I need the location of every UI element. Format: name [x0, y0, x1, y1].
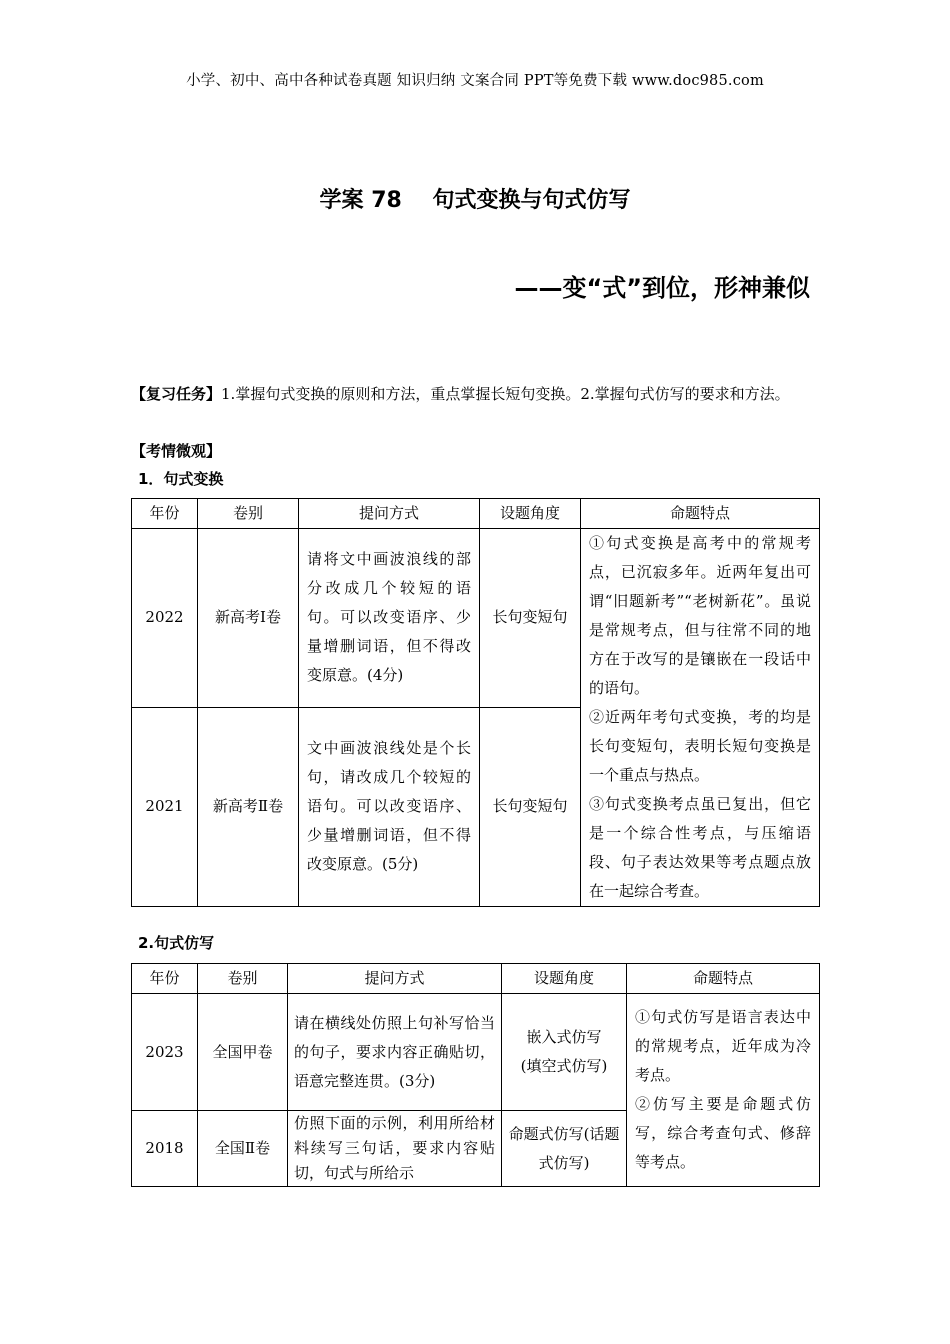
cell-angle: 嵌入式仿写 (填空式仿写)	[502, 994, 627, 1111]
page-subtitle: ——变“式”到位，形神兼似	[514, 274, 810, 302]
col-header-features: 命题特点	[581, 499, 820, 529]
col-header-paper: 卷别	[198, 964, 288, 994]
review-task-label: 【复习任务】	[131, 385, 222, 403]
cell-question: 文中画波浪线处是个长句，请改成几个较短的语句。可以改变语序、少量增删词语，但不得改变原意。(5分)	[299, 707, 480, 906]
cell-year: 2021	[132, 707, 198, 906]
cell-question	[288, 1111, 502, 1187]
cell-year: 2022	[132, 529, 198, 708]
table-header-row	[132, 499, 820, 529]
table-header-row	[132, 964, 820, 994]
cell-question: 请将文中画波浪线的部分改成几个较短的语句。可以改变语序、少量增删词语，但不得改变原意。(4分)	[299, 529, 480, 708]
review-task	[131, 380, 819, 408]
cell-question: 请在横线处仿照上句补写恰当的句子，要求内容正确贴切，语意完整连贯。(3分)	[288, 994, 502, 1111]
cell-paper: 新高考Ⅱ卷	[198, 707, 299, 906]
exam-overview-label: 【考情微观】	[131, 442, 222, 460]
col-header-features: 命题特点	[627, 964, 820, 994]
col-header-year: 年份	[132, 964, 198, 994]
page-title: 学案 78 句式变换与句式仿写	[319, 188, 631, 213]
sentence-transform-table	[131, 498, 820, 907]
col-header-year: 年份	[132, 499, 198, 529]
cell-year: 2018	[132, 1111, 198, 1187]
table-row	[132, 529, 820, 708]
cell-paper: 全国甲卷	[198, 994, 288, 1111]
review-task-text: 1.掌握句式变换的原则和方法，重点掌握长短句变换。2.掌握句式仿写的要求和方法。	[221, 385, 790, 403]
section2-heading: 2.句式仿写	[138, 934, 215, 952]
col-header-question: 提问方式	[299, 499, 480, 529]
col-header-angle: 设题角度	[502, 964, 627, 994]
table-row	[132, 994, 820, 1111]
section1-heading: 1．句式变换	[138, 470, 224, 488]
cell-question-text: 仿照下面的示例，利用所给材料续写三句话，要求内容贴切，句式与所给示	[294, 1114, 495, 1182]
col-header-paper: 卷别	[198, 499, 299, 529]
cell-angle: 长句变短句	[480, 529, 581, 708]
cell-year: 2023	[132, 994, 198, 1111]
cell-paper: 全国Ⅱ卷	[198, 1111, 288, 1187]
cell-features: ①句式变换是高考中的常规考点，已沉寂多年。近两年复出可谓“旧题新考”“老树新花”。虽说是常规考点，但与往常不同的地方在于改写的是镶嵌在一段话中的语句。 ②近两年考句式变换，考的均是长句变短句，表明长短句变换是一个重点与热点。 ③句式变换考点虽已复出，但它是一个综合性考点，与压缩语段、句子表达效果等考点题点放在一起综合考查。	[581, 529, 820, 907]
sentence-imitation-table	[131, 963, 820, 1187]
cell-angle: 命题式仿写(话题式仿写)	[502, 1111, 627, 1187]
page-header: 小学、初中、高中各种试卷真题 知识归纳 文案合同 PPT等免费下载 www.doc985.com	[186, 73, 764, 89]
cell-features: ①句式仿写是语言表达中的常规考点，近年成为冷考点。 ②仿写主要是命题式仿写，综合考查句式、修辞等考点。	[627, 994, 820, 1187]
col-header-question: 提问方式	[288, 964, 502, 994]
col-header-angle: 设题角度	[480, 499, 581, 529]
cell-angle: 长句变短句	[480, 707, 581, 906]
cell-paper: 新高考Ⅰ卷	[198, 529, 299, 708]
